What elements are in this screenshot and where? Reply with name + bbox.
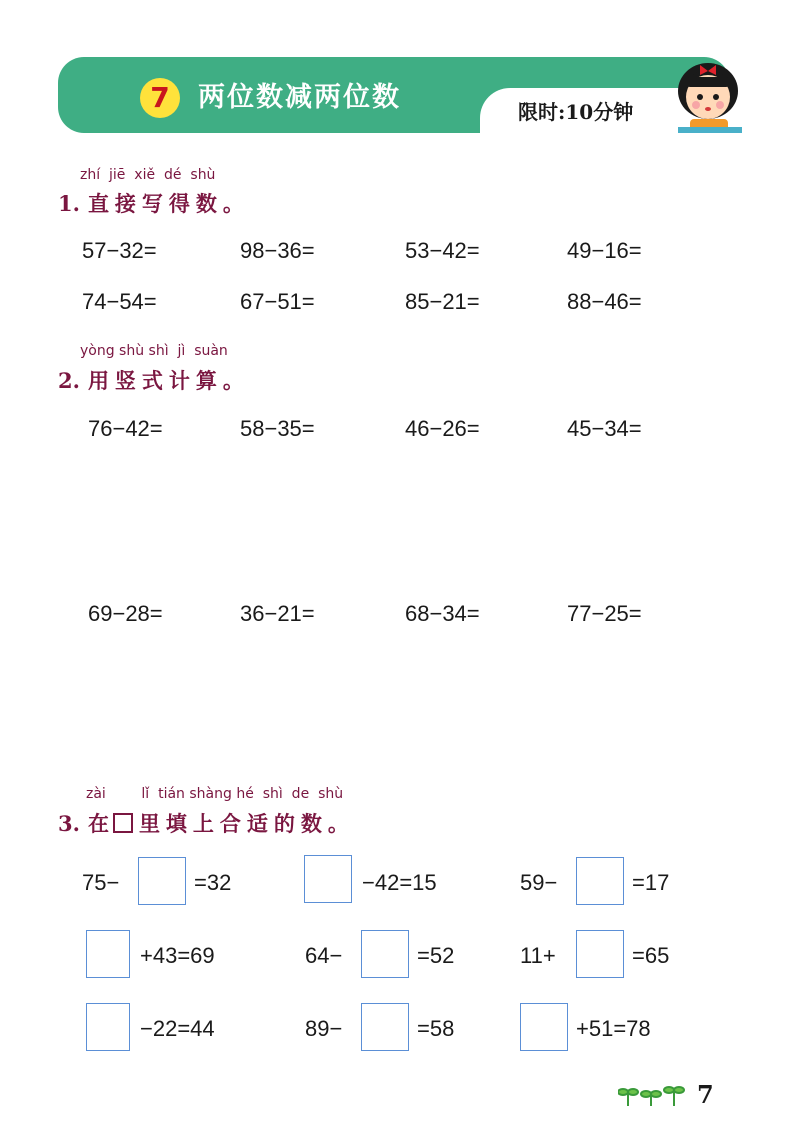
answer-box-5[interactable] bbox=[361, 930, 409, 978]
section3-pinyin: zài lǐ tián shàng hé shì de shù bbox=[86, 786, 344, 802]
answer-box-2[interactable] bbox=[304, 855, 352, 903]
problem-2-4: 45−34= bbox=[567, 416, 642, 441]
problem-1-4: 49−16= bbox=[567, 238, 642, 263]
lesson-title: 两位数减两位数 bbox=[198, 82, 401, 113]
problem-1-7: 85−21= bbox=[405, 289, 480, 314]
section3-heading-before: 在 bbox=[87, 812, 115, 836]
section1-pinyin: zhí jiē xiě dé shù bbox=[80, 167, 216, 183]
section3-heading bbox=[58, 808, 355, 838]
page-number: 7 bbox=[697, 1080, 714, 1109]
problem-3-3-right: =17 bbox=[632, 870, 670, 895]
section3-heading-after: 里填上合适的数。 bbox=[138, 812, 355, 836]
answer-box-7[interactable] bbox=[86, 1003, 130, 1051]
problem-3-3-left: 59− bbox=[520, 870, 558, 895]
answer-box-9[interactable] bbox=[520, 1003, 568, 1051]
problem-3-4-right: +43=69 bbox=[140, 943, 215, 968]
time-limit-label: 限时:10分钟 bbox=[518, 100, 634, 124]
problem-3-5-left: 64− bbox=[305, 943, 343, 968]
problem-1-2: 98−36= bbox=[240, 238, 315, 263]
empty-box-icon bbox=[113, 813, 133, 833]
problem-2-1: 76−42= bbox=[88, 416, 163, 441]
answer-box-6[interactable] bbox=[576, 930, 624, 978]
section2-pinyin: yòng shù shì jì suàn bbox=[80, 343, 228, 359]
problem-1-6: 67−51= bbox=[240, 289, 315, 314]
answer-box-3[interactable] bbox=[576, 857, 624, 905]
girl-writing-icon bbox=[670, 55, 748, 135]
sprout-icon bbox=[618, 1084, 688, 1108]
problem-2-2: 58−35= bbox=[240, 416, 315, 441]
problem-3-1-left: 75− bbox=[82, 870, 120, 895]
section1-heading-text: 直接写得数。 bbox=[87, 192, 250, 216]
answer-box-1[interactable] bbox=[138, 857, 186, 905]
problem-1-8: 88−46= bbox=[567, 289, 642, 314]
section1-number: 1. bbox=[58, 191, 80, 216]
section3-number: 3. bbox=[58, 811, 80, 836]
problem-2-6: 36−21= bbox=[240, 601, 315, 626]
problem-1-5: 74−54= bbox=[82, 289, 157, 314]
answer-box-8[interactable] bbox=[361, 1003, 409, 1051]
problem-3-5-right: =52 bbox=[417, 943, 455, 968]
section2-heading-text: 用竖式计算。 bbox=[87, 369, 250, 393]
problem-2-7: 68−34= bbox=[405, 601, 480, 626]
problem-3-7-right: −22=44 bbox=[140, 1016, 215, 1041]
problem-2-5: 69−28= bbox=[88, 601, 163, 626]
problem-3-1-right: =32 bbox=[194, 870, 232, 895]
problem-3-8-left: 89− bbox=[305, 1016, 343, 1041]
problem-2-3: 46−26= bbox=[405, 416, 480, 441]
section2-heading bbox=[58, 365, 250, 395]
lesson-number-badge: 7 bbox=[140, 78, 180, 118]
problem-3-6-left: 11+ bbox=[520, 943, 556, 968]
problem-1-1: 57−32= bbox=[82, 238, 157, 263]
problem-3-6-right: =65 bbox=[632, 943, 670, 968]
problem-3-9-right: +51=78 bbox=[576, 1016, 651, 1041]
problem-3-2-right: −42=15 bbox=[362, 870, 437, 895]
answer-box-4[interactable] bbox=[86, 930, 130, 978]
problem-1-3: 53−42= bbox=[405, 238, 480, 263]
problem-3-8-right: =58 bbox=[417, 1016, 455, 1041]
section2-number: 2. bbox=[58, 368, 80, 393]
section1-heading bbox=[58, 188, 250, 218]
problem-2-8: 77−25= bbox=[567, 601, 642, 626]
